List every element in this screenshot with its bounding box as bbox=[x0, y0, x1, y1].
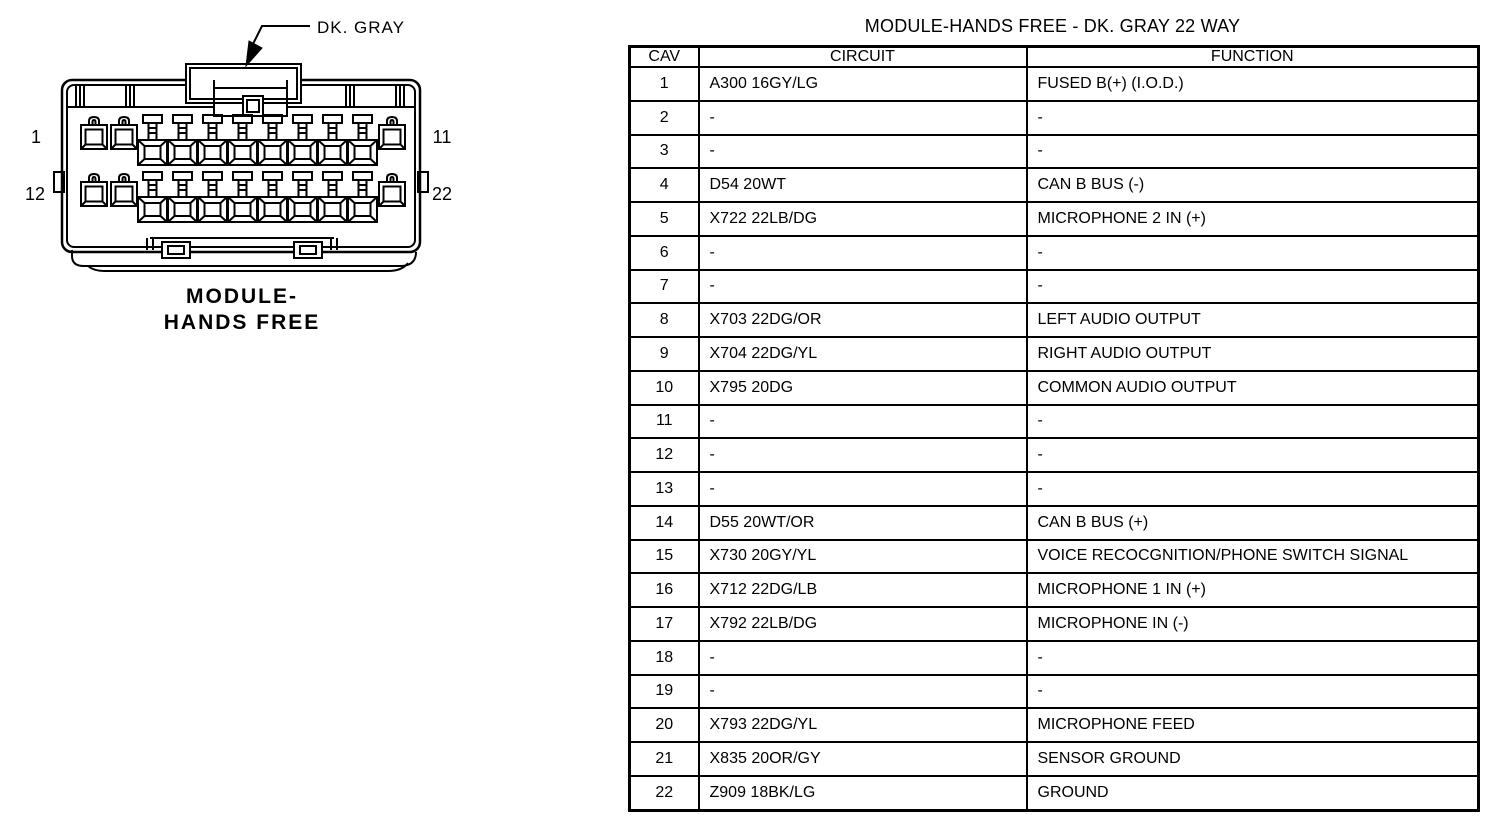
color-callout-label: DK. GRAY bbox=[317, 18, 405, 37]
circuit-cell: - bbox=[699, 270, 1027, 304]
connector-body bbox=[54, 64, 428, 271]
circuit-cell: - bbox=[699, 675, 1027, 709]
function-cell: GROUND bbox=[1027, 776, 1479, 811]
table-row bbox=[630, 67, 1479, 101]
function-cell: - bbox=[1027, 236, 1479, 270]
cav-cell: 4 bbox=[630, 168, 699, 202]
function-cell: - bbox=[1027, 472, 1479, 506]
circuit-cell: X712 22DG/LB bbox=[699, 573, 1027, 607]
cav-cell: 20 bbox=[630, 708, 699, 742]
blade-terminal bbox=[198, 115, 227, 165]
blade-terminal bbox=[168, 115, 197, 165]
cav-cell: 15 bbox=[630, 540, 699, 574]
latch-terminal bbox=[81, 174, 107, 206]
header-cav: CAV bbox=[630, 47, 699, 68]
latch-terminal bbox=[81, 117, 107, 149]
cav-cell: 3 bbox=[630, 135, 699, 169]
function-cell: - bbox=[1027, 405, 1479, 439]
table-row bbox=[630, 303, 1479, 337]
cav-cell: 10 bbox=[630, 371, 699, 405]
latch-terminal bbox=[379, 117, 405, 149]
table-title: MODULE-HANDS FREE - DK. GRAY 22 WAY bbox=[864, 16, 1241, 36]
cav-cell: 13 bbox=[630, 472, 699, 506]
cav-cell: 16 bbox=[630, 573, 699, 607]
function-cell: MICROPHONE FEED bbox=[1027, 708, 1479, 742]
cav-cell: 1 bbox=[630, 67, 699, 101]
blade-terminal bbox=[258, 172, 287, 222]
cav-cell: 9 bbox=[630, 337, 699, 371]
table-row bbox=[630, 202, 1479, 236]
blade-terminal bbox=[168, 172, 197, 222]
function-cell: MICROPHONE 2 IN (+) bbox=[1027, 202, 1479, 236]
table-row bbox=[630, 540, 1479, 574]
circuit-cell: X722 22LB/DG bbox=[699, 202, 1027, 236]
latch-terminal bbox=[111, 117, 137, 149]
cav-cell: 7 bbox=[630, 270, 699, 304]
table-row bbox=[630, 438, 1479, 472]
table-row bbox=[630, 472, 1479, 506]
table-row bbox=[630, 337, 1479, 371]
table-header-row bbox=[630, 47, 1479, 68]
function-cell: - bbox=[1027, 270, 1479, 304]
pin-label-12: 12 bbox=[24, 184, 46, 204]
latch-terminal bbox=[379, 174, 405, 206]
blade-terminal bbox=[228, 172, 257, 222]
table-row bbox=[630, 573, 1479, 607]
blade-terminal bbox=[318, 115, 347, 165]
blade-terminal bbox=[138, 115, 167, 165]
cav-cell: 17 bbox=[630, 607, 699, 641]
function-cell: - bbox=[1027, 675, 1479, 709]
function-cell: - bbox=[1027, 101, 1479, 135]
pin-label-1: 1 bbox=[30, 127, 42, 147]
circuit-cell: - bbox=[699, 236, 1027, 270]
circuit-cell: X792 22LB/DG bbox=[699, 607, 1027, 641]
table-row bbox=[630, 101, 1479, 135]
cav-cell: 18 bbox=[630, 641, 699, 675]
circuit-cell: X704 22DG/YL bbox=[699, 337, 1027, 371]
table-row bbox=[630, 236, 1479, 270]
cav-cell: 21 bbox=[630, 742, 699, 776]
cav-cell: 2 bbox=[630, 101, 699, 135]
pin-label-22: 22 bbox=[431, 184, 453, 204]
circuit-cell: - bbox=[699, 438, 1027, 472]
cav-cell: 14 bbox=[630, 506, 699, 540]
table-row bbox=[630, 708, 1479, 742]
blade-terminal bbox=[258, 115, 287, 165]
connector-caption-line1: MODULE- bbox=[186, 285, 298, 308]
terminal-row-2 bbox=[81, 172, 405, 222]
latch-terminal bbox=[111, 174, 137, 206]
function-cell: CAN B BUS (+) bbox=[1027, 506, 1479, 540]
function-cell: - bbox=[1027, 438, 1479, 472]
cav-cell: 11 bbox=[630, 405, 699, 439]
bottom-lip bbox=[72, 238, 416, 271]
function-cell: SENSOR GROUND bbox=[1027, 742, 1479, 776]
cav-cell: 22 bbox=[630, 776, 699, 811]
circuit-cell: X730 20GY/YL bbox=[699, 540, 1027, 574]
table-row bbox=[630, 742, 1479, 776]
circuit-cell: - bbox=[699, 101, 1027, 135]
circuit-cell: X835 20OR/GY bbox=[699, 742, 1027, 776]
table-row bbox=[630, 168, 1479, 202]
blade-terminal bbox=[198, 172, 227, 222]
function-cell: RIGHT AUDIO OUTPUT bbox=[1027, 337, 1479, 371]
table-row bbox=[630, 270, 1479, 304]
circuit-cell: - bbox=[699, 405, 1027, 439]
blade-terminal bbox=[348, 115, 377, 165]
connector-caption-line2: HANDS FREE bbox=[163, 311, 321, 334]
circuit-cell: - bbox=[699, 135, 1027, 169]
keying-tab bbox=[186, 64, 301, 116]
cav-cell: 5 bbox=[630, 202, 699, 236]
circuit-cell: Z909 18BK/LG bbox=[699, 776, 1027, 811]
blade-terminal bbox=[348, 172, 377, 222]
circuit-cell: D55 20WT/OR bbox=[699, 506, 1027, 540]
circuit-cell: X795 20DG bbox=[699, 371, 1027, 405]
table-row bbox=[630, 506, 1479, 540]
header-circuit: CIRCUIT bbox=[699, 47, 1027, 68]
function-cell: FUSED B(+) (I.O.D.) bbox=[1027, 67, 1479, 101]
cav-cell: 6 bbox=[630, 236, 699, 270]
pinout-table bbox=[628, 45, 1480, 812]
header-function: FUNCTION bbox=[1027, 47, 1479, 68]
connector-figure bbox=[0, 0, 480, 345]
circuit-cell: X703 22DG/OR bbox=[699, 303, 1027, 337]
table-row bbox=[630, 776, 1479, 811]
blade-terminal bbox=[318, 172, 347, 222]
pinout-table-body bbox=[630, 67, 1479, 811]
table-row bbox=[630, 641, 1479, 675]
table-row bbox=[630, 607, 1479, 641]
function-cell: - bbox=[1027, 135, 1479, 169]
function-cell: - bbox=[1027, 641, 1479, 675]
cav-cell: 12 bbox=[630, 438, 699, 472]
color-callout-arrow bbox=[246, 26, 310, 66]
blade-terminal bbox=[288, 172, 317, 222]
blade-terminal bbox=[138, 172, 167, 222]
pinout-panel bbox=[628, 16, 1477, 812]
circuit-cell: X793 22DG/YL bbox=[699, 708, 1027, 742]
function-cell: MICROPHONE IN (-) bbox=[1027, 607, 1479, 641]
circuit-cell: - bbox=[699, 472, 1027, 506]
pin-label-11: 11 bbox=[432, 127, 452, 147]
circuit-cell: A300 16GY/LG bbox=[699, 67, 1027, 101]
table-row bbox=[630, 371, 1479, 405]
circuit-cell: D54 20WT bbox=[699, 168, 1027, 202]
connector-diagram bbox=[0, 0, 480, 345]
table-row bbox=[630, 405, 1479, 439]
function-cell: LEFT AUDIO OUTPUT bbox=[1027, 303, 1479, 337]
cav-cell: 8 bbox=[630, 303, 699, 337]
cav-cell: 19 bbox=[630, 675, 699, 709]
table-row bbox=[630, 675, 1479, 709]
function-cell: CAN B BUS (-) bbox=[1027, 168, 1479, 202]
table-row bbox=[630, 135, 1479, 169]
function-cell: MICROPHONE 1 IN (+) bbox=[1027, 573, 1479, 607]
blade-terminal bbox=[228, 115, 257, 165]
blade-terminal bbox=[288, 115, 317, 165]
circuit-cell: - bbox=[699, 641, 1027, 675]
terminal-row-1 bbox=[81, 115, 405, 165]
function-cell: COMMON AUDIO OUTPUT bbox=[1027, 371, 1479, 405]
function-cell: VOICE RECOCGNITION/PHONE SWITCH SIGNAL bbox=[1027, 540, 1479, 574]
